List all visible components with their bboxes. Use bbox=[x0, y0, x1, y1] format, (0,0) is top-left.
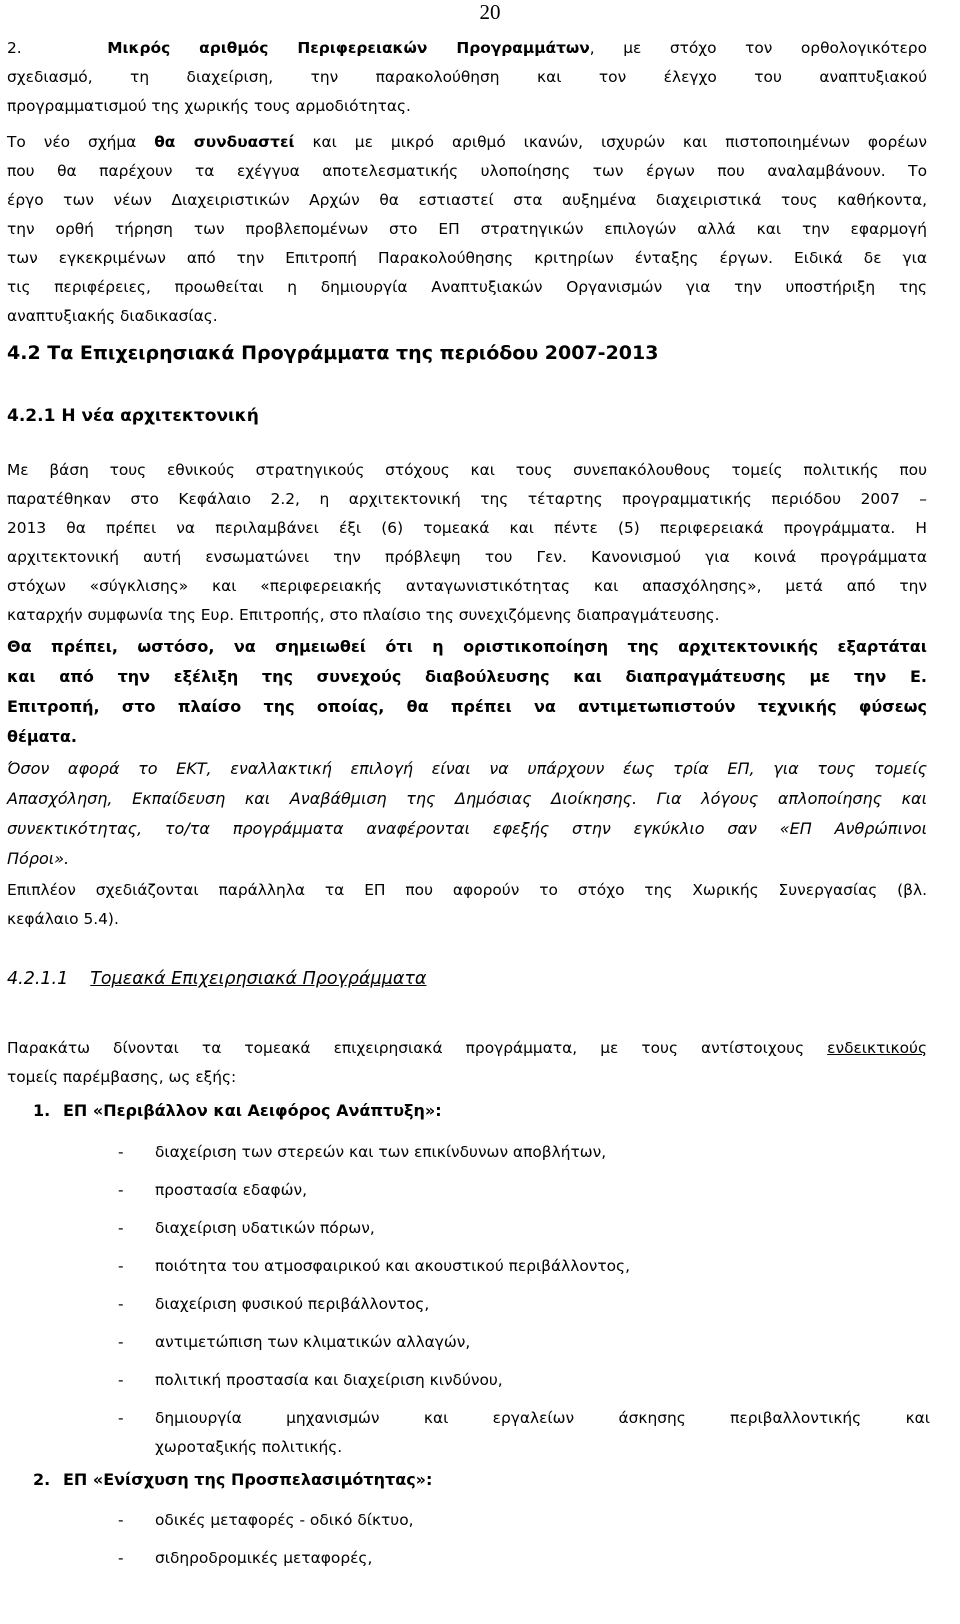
item2-bold: Μικρός αριθμός Περιφερειακών Προγραμμάτων bbox=[107, 39, 590, 57]
paragraph-6 bbox=[7, 1034, 927, 1092]
para4-line2: Απασχόληση, Εκπαίδευση και Αναβάθμιση της Δημόσιας Διοίκησης. Για λόγους απλοποίησης και bbox=[7, 789, 927, 808]
para3-line4: θέματα. bbox=[7, 727, 77, 746]
heading-4-2-1: 4.2.1 Η νέα αρχιτεκτονική bbox=[7, 406, 259, 426]
paragraph-1 bbox=[7, 128, 927, 331]
paragraph-5 bbox=[7, 876, 927, 934]
paragraph-2 bbox=[7, 456, 927, 630]
list-item-2 bbox=[7, 34, 927, 124]
para4-line1: Όσον αφορά το ΕΚΤ, εναλλακτική επιλογή είναι να υπάρχουν έως τρία ΕΠ, για τους τομείς bbox=[7, 759, 927, 778]
para2-line2: παρατέθηκαν στο Κεφάλαιο 2.2, η αρχιτεκτονική της τέταρτης προγραμματικής περιόδου 2007 – bbox=[7, 490, 927, 508]
para1-line3: έργο των νέων Διαχειριστικών Αρχών θα εστιαστεί στα αυξημένα διαχειριστικά τους καθήκοντα, bbox=[7, 191, 927, 209]
page-number: 20 bbox=[479, 0, 501, 24]
para1-line5: των εγκεκριμένων από την Επιτροπή Παρακολούθησης κριτηρίων ένταξης έργων. Ειδικά δε για bbox=[7, 249, 927, 267]
para5-line2: κεφάλαιο 5.4). bbox=[7, 910, 119, 928]
list1-title: 1. ΕΠ «Περιβάλλον και Αειφόρος Ανάπτυξη»: bbox=[33, 1101, 442, 1120]
para4-line3: συνεκτικότητας, το/τα προγράμματα αναφέρονται εφεξής στην εγκύκλιο σαν «ΕΠ Ανθρώπινοι bbox=[7, 819, 927, 838]
paragraph-4-italic bbox=[7, 754, 927, 874]
para1-line6: τις περιφέρειες, προωθείται η δημιουργία Αναπτυξιακών Οργανισμών για την υποστήριξη της bbox=[7, 278, 927, 296]
item2-line2: σχεδιασμό, τη διαχείριση, την παρακολούθηση και τον έλεγχο του αναπτυξιακού bbox=[7, 68, 927, 86]
para3-line3: Επιτροπή, στο πλαίσο της οποίας, θα πρέπει να αντιμετωπιστούν τεχνικής φύσεως bbox=[7, 697, 927, 716]
para1-line1: Το νέο σχήμα θα συνδυαστεί και με μικρό αριθμό ικανών, ισχυρών και πιστοποιημένων φορέων bbox=[7, 133, 928, 151]
para1-line7: αναπτυξιακής διαδικασίας. bbox=[7, 307, 218, 325]
para3-line1: Θα πρέπει, ωστόσο, να σημειωθεί ότι η οριστικοποίηση της αρχιτεκτονικής εξαρτάται bbox=[7, 637, 927, 656]
para6-line1: Παρακάτω δίνονται τα τομεακά επιχειρησιακά προγράμματα, με τους αντίστοιχους ενδεικτικούς bbox=[7, 1039, 927, 1057]
item2-line1: 2. Μικρός αριθμός Περιφερειακών Προγραμμάτων, με στόχο τον ορθολογικότερο bbox=[7, 39, 927, 57]
para3-line2: και από την εξέλιξη της συνεχούς διαβούλευσης και διαπραγμάτευσης με την Ε. bbox=[7, 667, 927, 686]
heading-4-2-1-1: 4.2.1.1 Τομεακά Επιχειρησιακά Προγράμματα bbox=[7, 969, 427, 989]
heading-4-2: 4.2 Τα Επιχειρησιακά Προγράμματα της περιόδου 2007-2013 bbox=[7, 342, 659, 364]
para2-line4: αρχιτεκτονική αυτή ενσωματώνει την πρόβλεψη του Γεν. Κανονισμού για κοινά προγράμματα bbox=[7, 548, 927, 566]
para2-line5: στόχων «σύγκλισης» και «περιφερειακής ανταγωνιστικότητας και απασχόλησης», μετά από την bbox=[7, 577, 927, 595]
para2-line3: 2013 θα πρέπει να περιλαμβάνει έξι (6) τομεακά και πέντε (5) περιφερειακά προγράμματα. Η bbox=[7, 519, 927, 537]
para2-line1: Με βάση τους εθνικούς στρατηγικούς στόχους και τους συνεπακόλουθους τομείς πολιτικής που bbox=[7, 461, 927, 479]
list2-title: 2. ΕΠ «Ενίσχυση της Προσπελασιμότητας»: bbox=[33, 1470, 433, 1489]
para1-line4: την ορθή τήρηση των προβλεπομένων στο ΕΠ στρατηγικών επιλογών αλλά και την εφαρμογή bbox=[7, 220, 927, 238]
para4-line4: Πόροι». bbox=[7, 849, 70, 868]
para5-line1: Επιπλέον σχεδιάζονται παράλληλα τα ΕΠ που αφορούν το στόχο της Χωρικής Συνεργασίας (βλ. bbox=[7, 881, 927, 899]
para2-line6: καταρχήν συμφωνία της Ευρ. Επιτροπής, στο πλαίσιο της συνεχιζόμενης διαπραγμάτευσης. bbox=[7, 606, 720, 624]
item2-line3: προγραμματισμού της χωρικής τους αρμοδιότητας. bbox=[7, 97, 411, 115]
paragraph-3-bold bbox=[7, 632, 927, 752]
document-page: 20 2. Μικρός αριθμός Περιφερειακών Προγραμμάτων, με στόχο τον ορθολογικότερο σχεδιασμό, τη διαχείριση, την παρακολούθηση και τον έλεγχο του αναπτυξιακού προγραμματισμού της χωρικής τους αρμοδιότητας. Το νέο σχήμα θα συνδυαστεί και με μικρό αριθμό ικανών, ισχυρών και πιστοποιημένων φορέων που θα παρέχουν τα εχέγγυα αποτελεσματικής υλοποίησης των έργων που αναλαμβάνουν. Το έργο των νέων Διαχειριστικών Αρχών θα εστιαστεί στα αυξημένα διαχειριστικά τους καθήκοντα, την ορθή τήρηση των προβλεπομένων στο ΕΠ στρατηγικών επιλογών αλλά και την εφαρμογή των εγκεκριμένων από την Επιτροπή Παρακολούθησης κριτηρίων ένταξης έργων. Ειδικά δε για τις περιφέρειες, προωθείται η δημιουργία Αναπτυξιακών Οργανισμών για την υποστήριξη της αναπτυξιακής διαδικασίας. 4.2 Τα Επιχειρησιακά Προγράμματα της περιόδου 2007-2013 4.2.1 Η νέα αρχιτεκτονική Με βάση τους εθνικούς στρατηγικούς στόχους και τους συνεπακόλουθους τομείς πολιτικής που παρατέθηκαν στο Κεφάλαιο 2.2, η αρχιτεκτονική της τέταρτης προγραμματικής περιόδου 2007 – 2013 θα πρέπει να περιλαμβάνει έξι (6) τομεακά και πέντε (5) περιφερειακά προγράμματα. Η αρχιτεκτονική αυτή ενσωματώνει την πρόβλεψη του Γεν. Κανονισμού για κοινά προγράμματα στόχων «σύγκλισης» και «περιφερειακής ανταγωνιστικότητας και απασχόλησης», μετά από την καταρχήν συμφωνία της Ευρ. Επιτροπής, στο πλαίσιο της συνεχιζόμενης διαπραγμάτευσης. Θα πρέπει, ωστόσο, να σημειωθεί ότι η οριστικοποίηση της αρχιτεκτονικής εξαρτάται και από την εξέλιξη της συνεχούς διαβούλευσης και διαπραγμάτευσης με την Ε. Επιτροπή, στο πλαίσο της οποίας, θα πρέπει να αντιμετωπιστούν τεχνικής φύσεως θέματα. Όσον αφορά το ΕΚΤ, εναλλακτική επιλογή είναι να υπάρχουν έως τρία ΕΠ, για τους τομείς Απασχόληση, Εκπαίδευση και Αναβάθμιση της Δημόσιας Διοίκησης. Για λόγους απλοποίησης και συνεκτικότητας, το/τα προγράμματα αναφέρονται εφεξής στην εγκύκλιο σαν «ΕΠ Ανθρώπινοι Πόροι». Επιπλέον σχεδιάζονται παράλληλα τα ΕΠ που αφορούν το στόχο της Χωρικής Συνεργασίας (βλ. κεφάλαιο 5.4). 4.2.1.1 Τομεακά Επιχειρησιακά Προγράμματα Παρακάτω δίνονται τα τομεακά επιχειρησιακά προγράμματα, με τους αντίστοιχους ενδεικτικούς τομείς παρέμβασης, ως εξής: 1. ΕΠ «Περιβάλλον και Αειφόρος Ανάπτυξη»: - διαχείριση των στερεών και των επικίνδυνων αποβλήτων, - προστασία εδαφών, - διαχείριση υδατικών πόρων, - ποιότητα του ατμοσφαιρικού και ακουστικού περιβάλλοντος, - διαχείριση φυσικού περιβάλλοντος, - αντιμετώπιση των κλιματικών αλλαγών, - πολιτική προστασία και διαχείριση κινδύνου, - δημιουργία μηχανισμών και εργαλείων άσκησης περιβαλλοντικής και χωροταξικής πολιτικής. 2. ΕΠ «Ενίσχυση της Προσπελασιμότητας»: - οδικές μεταφορές - οδικό δίκτυο, - σιδηροδρομικές μεταφορές, bbox=[0, 0, 960, 1624]
para6-line2: τομείς παρέμβασης, ως εξής: bbox=[7, 1068, 237, 1086]
para1-line2: που θα παρέχουν τα εχέγγυα αποτελεσματικής υλοποίησης των έργων που αναλαμβάνουν. Το bbox=[7, 162, 927, 180]
